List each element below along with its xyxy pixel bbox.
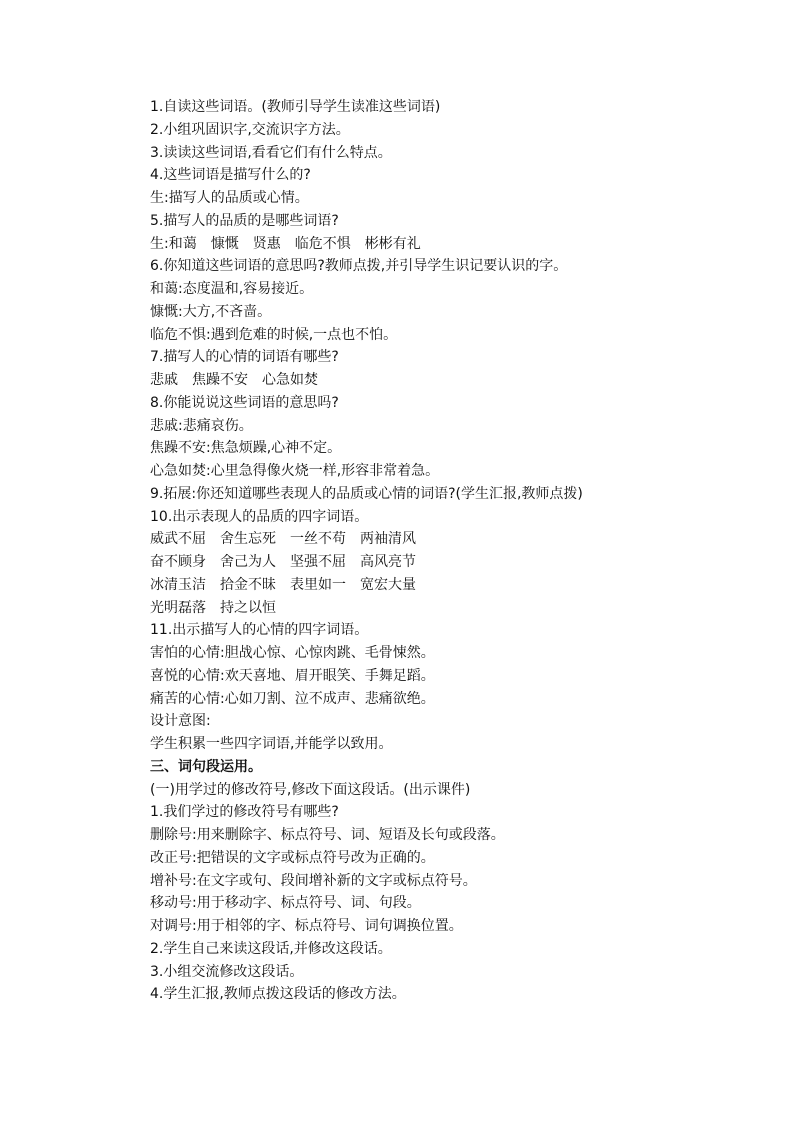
text-line: 喜悦的心情:欢天喜地、眉开眼笑、手舞足蹈。: [150, 667, 435, 684]
text-line: 光明磊落 持之以恒: [150, 599, 276, 616]
text-line: 8.你能说说这些词语的意思吗?: [150, 394, 339, 411]
text-line: 焦躁不安:焦急烦躁,心神不定。: [150, 440, 342, 457]
text-line: 5.描写人的品质的是哪些词语?: [150, 212, 339, 229]
text-line: 生:描写人的品质或心情。: [150, 190, 309, 206]
text-line: 悲戚 焦躁不安 心急如焚: [150, 372, 318, 388]
text-line: 3.小组交流修改这段话。: [150, 963, 304, 980]
text-line: 1.自读这些词语。(教师引导学生读准这些词语): [150, 99, 441, 115]
text-line: 对调号:用于相邻的字、标点符号、词句调换位置。: [150, 918, 463, 934]
text-line: 2.学生自己来读这段话,并修改这段话。: [150, 940, 392, 957]
text-line: 10.出示表现人的品质的四字词语。: [150, 508, 369, 525]
text-line: 4.这些词语是描写什么的?: [150, 167, 311, 184]
text-line: 心急如焚:心里急得像火烧一样,形容非常着急。: [150, 463, 440, 479]
text-line: 学生积累一些四字词语,并能学以致用。: [150, 736, 393, 752]
text-line: 悲戚:悲痛哀伤。: [150, 417, 253, 434]
text-line: 6.你知道这些词语的意思吗?教师点拨,并引导学生识记要认识的字。: [150, 258, 568, 275]
text-line: 和蔼:态度温和,容易接近。: [150, 281, 314, 297]
text-line: 临危不惧:遇到危难的时候,一点也不怕。: [150, 326, 398, 343]
text-line: 移动号:用于移动字、标点符号、词、句段。: [150, 895, 421, 912]
document-page: [150, 96, 710, 1006]
text-line: 2.小组巩固识字,交流识字方法。: [150, 121, 350, 138]
text-line: 7.描写人的心情的词语有哪些?: [150, 349, 339, 366]
text-line: 11.出示描写人的心情的四字词语。: [150, 622, 369, 639]
text-line: 9.拓展:你还知道哪些表现人的品质或心情的词语?(学生汇报,教师点拨): [150, 485, 583, 502]
text-line: 奋不顾身 舍己为人 坚强不屈 高风亮节: [150, 554, 416, 570]
text-line: 威武不屈 舍生忘死 一丝不苟 两袖清风: [150, 531, 416, 548]
text-line: 1.我们学过的修改符号有哪些?: [150, 804, 339, 821]
text-line: 害怕的心情:胆战心惊、心惊肉跳、毛骨悚然。: [150, 645, 435, 661]
text-line: 删除号:用来删除字、标点符号、词、短语及长句或段落。: [150, 827, 505, 843]
text-line: 慷慨:大方,不吝啬。: [150, 303, 272, 320]
text-line: 3.读读这些词语,看看它们有什么特点。: [150, 144, 392, 161]
text-line: 增补号:在文字或句、段间增补新的文字或标点符号。: [150, 872, 477, 889]
text-line: 设计意图:: [150, 713, 211, 730]
text-line: 生:和蔼 慷慨 贤惠 临危不惧 彬彬有礼: [150, 235, 421, 252]
section-heading: 三、词句段运用。: [150, 758, 262, 775]
text-line: (一)用学过的修改符号,修改下面这段话。(出示课件): [150, 781, 471, 798]
text-line: 冰清玉洁 拾金不昧 表里如一 宽宏大量: [150, 576, 416, 593]
text-line: 改正号:把错误的文字或标点符号改为正确的。: [150, 849, 435, 866]
text-line: 痛苦的心情:心如刀割、泣不成声、悲痛欲绝。: [150, 690, 435, 707]
text-line: 4.学生汇报,教师点拨这段话的修改方法。: [150, 986, 406, 1003]
